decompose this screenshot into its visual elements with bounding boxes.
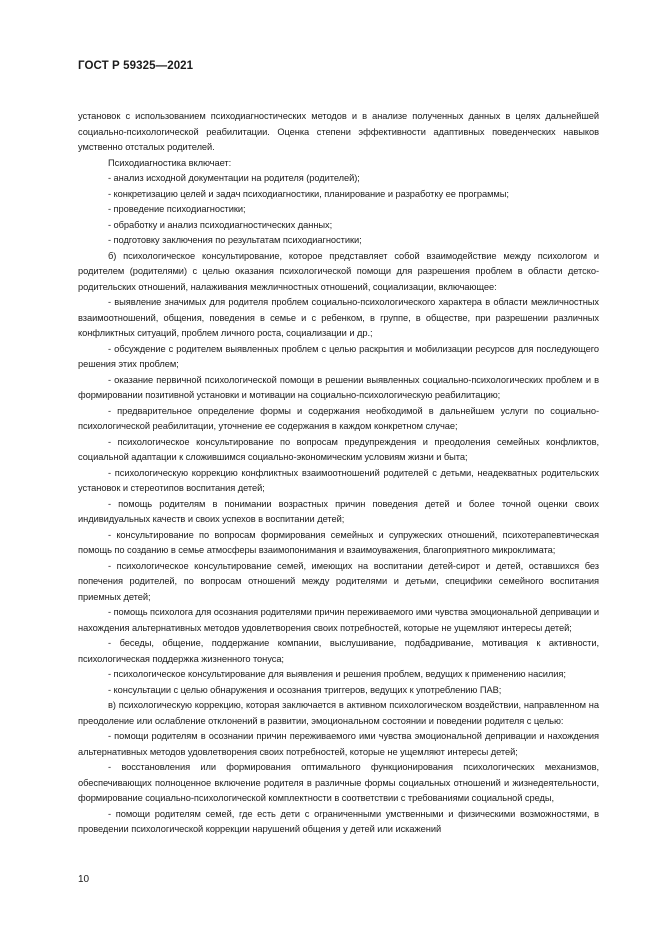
page-number: 10: [78, 874, 90, 885]
list-item: - выявление значимых для родителя проблем социально-психологического характера в области межличностных взаимоотношений, общения, поведения в семье и с ребенком, в группе, в обществе, при разрешении различных конфликтных ситуаций, проблем личного роста, социализации и др.;: [78, 297, 599, 338]
list-item: - проведение психодиагностики;: [108, 204, 246, 214]
list-item: - анализ исходной документации на родителя (родителей);: [108, 173, 360, 183]
paragraph: установок с использованием психодиагностических методов и в анализе полученных данных в целях дальнейшей социально-психологической реабилитации. Оценка степени эффективности адаптивных поведенческих навыков умственно отсталых родителей.: [78, 111, 599, 152]
paragraph: б) психологическое консультирование, которое представляет собой взаимодействие между психологом и родителем (родителями) с целью оказания психологической помощи для разрешения проблем в области детско-родительских отношений, налаживания межличностных отношений, социализации, включающее:: [78, 250, 599, 292]
document-body: [78, 109, 599, 838]
list-item: - психологическое консультирование по вопросам предупреждения и преодоления семейных конфликтов, социальной адаптации к сложившимся социально-экономическим условиям жизни и быта;: [78, 436, 599, 462]
list-item: - консультирование по вопросам формирования семейных и супружеских отношений, психотерапевтическая помощь по созданию в семье атмосферы взаимопонимания и взаимоуважения, благоприятного микроклимата;: [78, 529, 599, 555]
list-item: - восстановления или формирования оптимального функционирования психологических механизмов, обеспечивающих полноценное включение родителя в различные формы социальных отношений и жизнедеятельности, формирование социально-психологической комплектности в соответствии с требованиями социальной среды,: [78, 762, 599, 803]
list-item: - оказание первичной психологической помощи в решении выявленных социально-психологических проблем и в формировании позитивной установки и мотивации на социально-психологическую реабилитацию;: [78, 374, 599, 400]
list-item: - подготовку заключения по результатам психодиагностики;: [108, 235, 362, 245]
list-item: - помощи родителям в осознании причин переживаемого ими чувства эмоциональной депривации и нахождения альтернативных методов удовлетворения своих потребностей, которые не ущемляют интересы детей;: [78, 731, 599, 757]
list-item: - психологическую коррекцию конфликтных взаимоотношений родителей с детьми, неадекватных родительских установок и стереотипов воспитания детей;: [78, 467, 599, 493]
list-item: - психологическое консультирование для выявления и решения проблем, ведущих к применению насилия;: [108, 669, 566, 679]
list-item: - помощи родителям семей, где есть дети с ограниченными умственными и физическими возможностями, в проведении психологической коррекции нарушений общения у детей или искажений: [78, 808, 599, 834]
document-header: ГОСТ Р 59325—2021: [78, 60, 194, 72]
list-item: - беседы, общение, поддержание компании, выслушивание, подбадривание, мотивация к активности, психологическая поддержка жизненного тонуса;: [78, 638, 599, 664]
list-item: - предварительное определение формы и содержания необходимой в дальнейшем услуги по социально-психологической реабилитации, уточнение ее содержания в каждом конкретном случае;: [78, 405, 599, 431]
list-item: - конкретизацию целей и задач психодиагностики, планирование и разработку ее программы;: [108, 188, 509, 199]
list-item: - психологическое консультирование семей, имеющих на воспитании детей-сирот и детей, оставшихся без попечения родителей, по вопросам отношений между родителями и детьми, специфики семейного воспитания приемных детей;: [78, 560, 599, 602]
paragraph: Психодиагностика включает:: [108, 157, 232, 168]
list-item: - консультации с целью обнаружения и осознания триггеров, ведущих к употреблению ПАВ;: [108, 684, 502, 695]
list-item: - обработку и анализ психодиагностических данных;: [108, 219, 333, 230]
list-item: - помощь психолога для осознания родителями причин переживаемого ими чувства эмоциональной депривации и нахождения альтернативных методов удовлетворения своих потребностей, которые не ущемляют интересы детей;: [78, 607, 599, 633]
paragraph: в) психологическую коррекцию, которая заключается в активном психологическом воздействии, направленном на преодоление или ослабление отклонений в развитии, эмоциональном состоянии и поведении родителя с целью:: [78, 700, 599, 726]
list-item: - обсуждение с родителем выявленных проблем с целью раскрытия и мобилизации ресурсов для последующего решения этих проблем;: [78, 343, 599, 369]
list-item: - помощь родителям в понимании возрастных причин поведения детей и более точной оценки своих индивидуальных качеств и своих успехов в воспитании детей;: [78, 498, 599, 524]
